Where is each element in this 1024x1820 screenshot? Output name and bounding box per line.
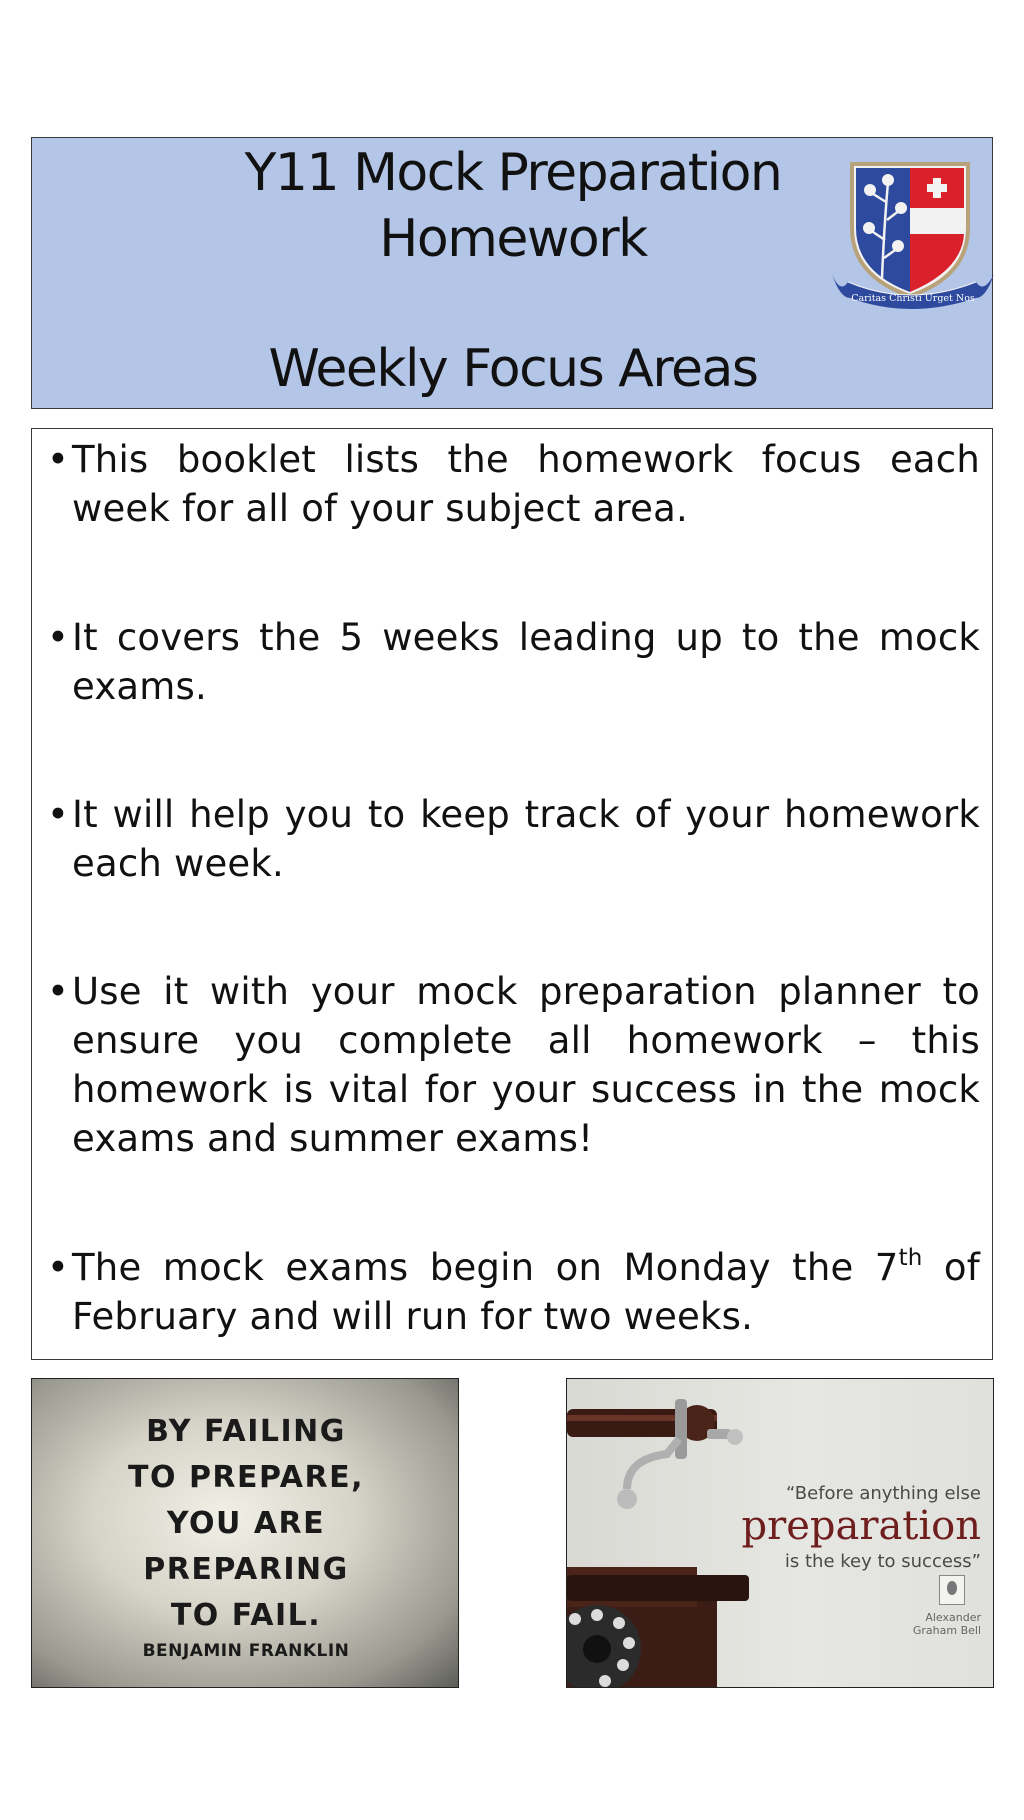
bullet-marker: •: [47, 1246, 70, 1289]
list-item: • It covers the 5 weeks leading up to the mock exams.: [72, 613, 980, 711]
franklin-quote-image: [31, 1378, 459, 1688]
bell-quote-image: [566, 1378, 994, 1688]
page-title: Y11 Mock Preparation Homework: [244, 143, 782, 269]
info-box: [31, 428, 993, 1360]
bell-quote-line1: “Before anything else: [786, 1483, 981, 1504]
list-item: • The mock exams begin on Monday the 7th of February and will run for two weeks.: [47, 1245, 980, 1338]
crest-motto: Caritas Christi Urget Nos: [851, 293, 975, 304]
list-item: • This booklet lists the homework focus each week for all of your subject area.: [72, 435, 980, 533]
bell-quote-line3: is the key to success”: [784, 1551, 981, 1572]
franklin-quote-text: BY FAILING TO PREPARE, YOU ARE PREPARING TO FAIL.: [128, 1414, 364, 1633]
header-banner: [31, 137, 993, 409]
page-subtitle: Weekly Focus Areas: [268, 339, 758, 399]
bullet-marker: •: [47, 438, 70, 481]
list-item: • It will help you to keep track of your homework each week.: [72, 790, 980, 888]
school-crest-icon: [830, 158, 996, 316]
bell-quote-keyword: preparation: [741, 1503, 981, 1549]
bell-portrait-icon: [939, 1575, 965, 1605]
bell-quote-author: Alexander Graham Bell: [912, 1611, 981, 1637]
list-item: • Use it with your mock preparation planner to ensure you complete all homework – this homework is vital for your success in the mock exams and summer exams!: [72, 967, 980, 1163]
franklin-quote-author: BENJAMIN FRANKLIN: [142, 1641, 350, 1661]
bullet-marker: •: [47, 616, 70, 659]
bullet-marker: •: [47, 970, 70, 1013]
bullet-marker: •: [47, 793, 70, 836]
